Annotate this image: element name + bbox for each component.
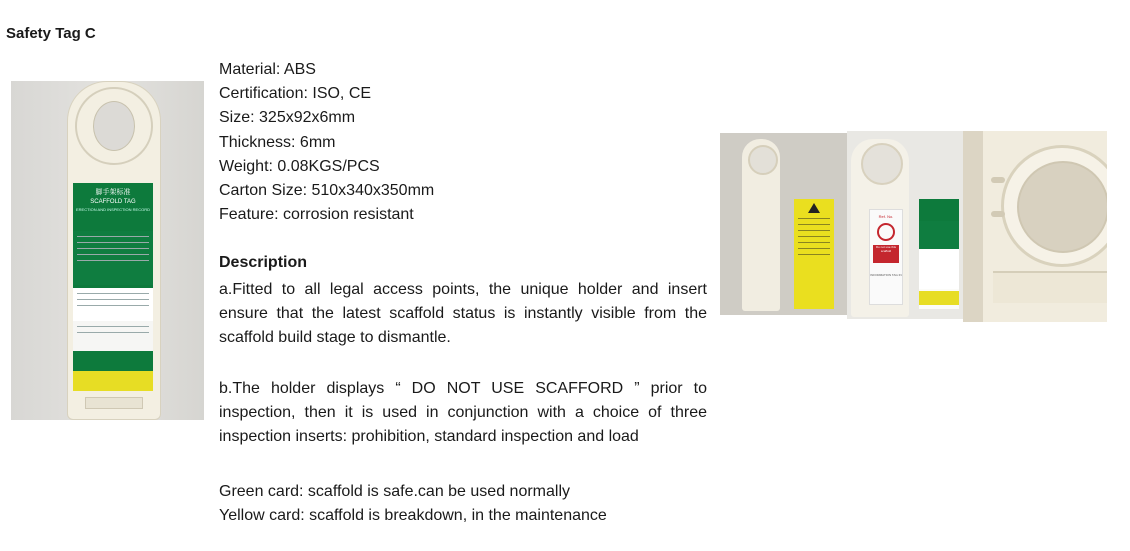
description-paragraph-a: a.Fitted to all legal access points, the unique holder and insert ensure that the latest scaffold status is instantly visible from the scaffold build stage to dismantle.	[219, 281, 707, 347]
yellow-card-note: Yellow card: scaffold is breakdown, in the maintenance	[219, 507, 607, 525]
description-paragraph-b: b.The holder displays “ DO NOT USE SCAFFORD ” prior to inspection, then it is used in conjunction with a choice of three inspection inserts: prohibition, standard inspection and load	[219, 380, 707, 446]
product-photo-inserts	[847, 131, 963, 319]
spec-carton-size: Carton Size: 510x340x350mm	[219, 182, 435, 200]
green-card-header: 脚手架标准 SCAFFOLD TAG ERECTION AND INSPECTION RECORD	[73, 183, 153, 231]
spec-thickness: Thickness: 6mm	[219, 133, 336, 151]
spec-list	[219, 58, 719, 227]
page-title: Safety Tag C	[6, 25, 96, 42]
product-photo-yellow-insert	[720, 133, 847, 315]
spec-size: Size: 325x92x6mm	[219, 109, 356, 127]
yellow-card	[794, 199, 834, 309]
product-photo-closeup	[963, 131, 1107, 322]
spec-feature: Feature: corrosion resistant	[219, 206, 414, 224]
description-heading: Description	[219, 254, 308, 271]
spec-certification: Certification: ISO, CE	[219, 85, 372, 103]
card-legend	[219, 480, 607, 528]
green-card-note: Green card: scaffold is safe.can be used normally	[219, 483, 570, 500]
spec-material: Material: ABS	[219, 61, 316, 78]
product-photo-tag	[11, 81, 204, 420]
red-prohibition-card: Ref. No. Do not use this scaffold INFORMATION TAG IN	[869, 209, 903, 305]
spec-weight: Weight: 0.08KGS/PCS	[219, 157, 380, 175]
